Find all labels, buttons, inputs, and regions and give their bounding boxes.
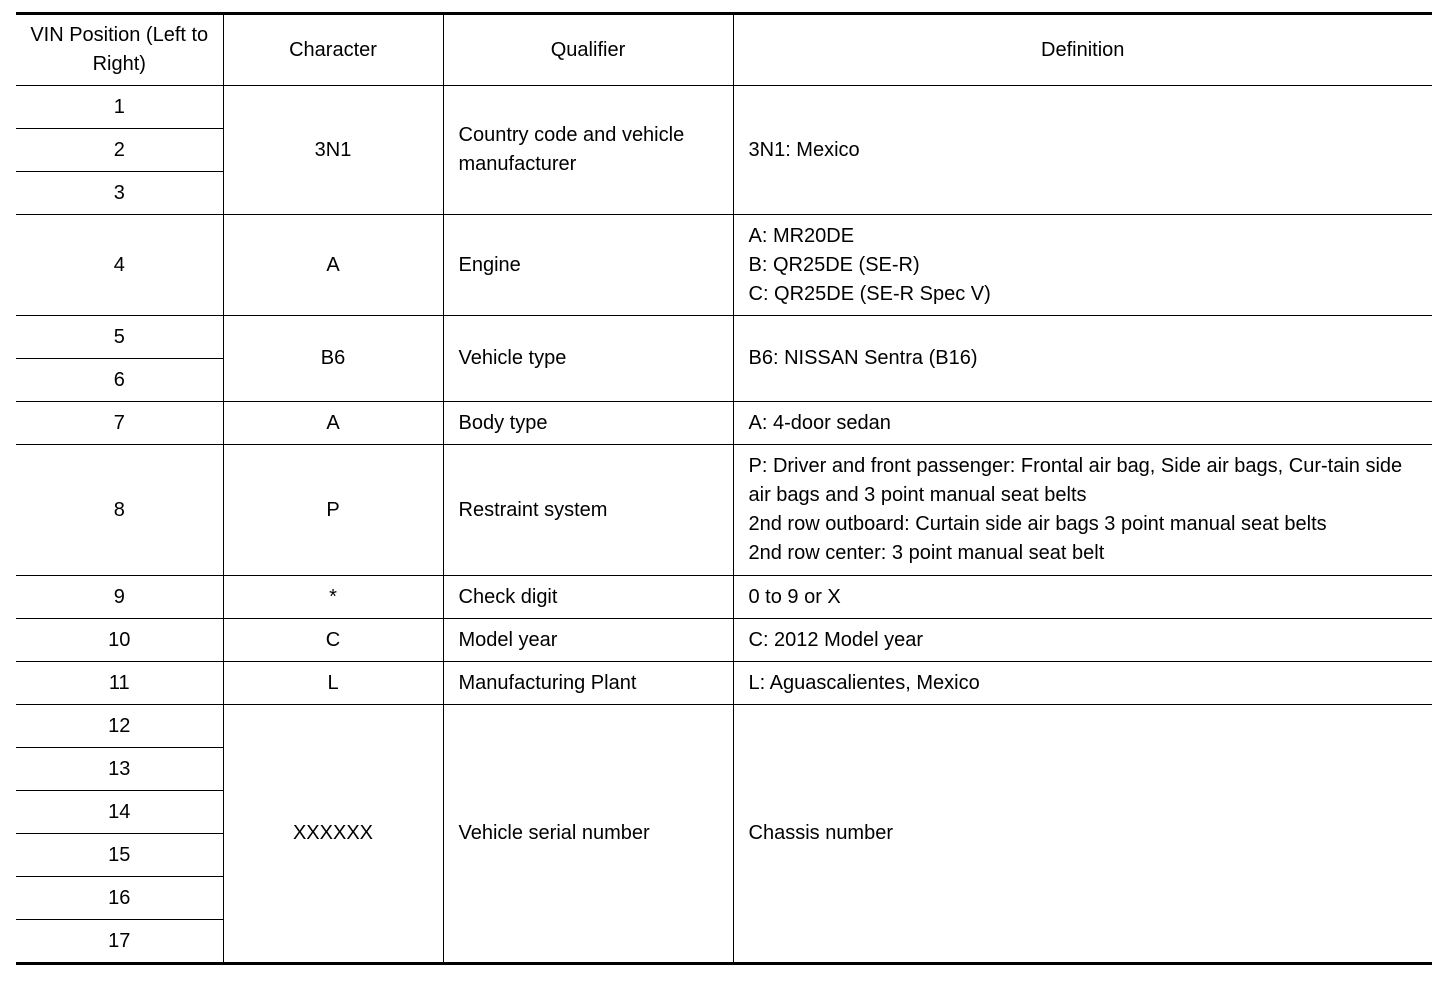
vin-position-cell: 10	[16, 619, 223, 662]
table-row	[16, 662, 1432, 705]
table-row	[16, 619, 1432, 662]
header-qualifier: Qualifier	[443, 14, 733, 86]
vin-position-cell: 17	[16, 920, 223, 964]
definition-line: A: 4-door sedan	[748, 411, 891, 434]
qualifier-cell: Country code and vehicle manufacturer	[443, 86, 733, 215]
vin-position-cell: 16	[16, 877, 223, 920]
table-row	[16, 576, 1432, 619]
qualifier-cell: Manufacturing Plant	[443, 662, 733, 705]
header-position	[16, 14, 223, 86]
vin-position-cell: 11	[16, 662, 223, 705]
character-cell: P	[223, 445, 443, 576]
character-cell: *	[223, 576, 443, 619]
vin-position-cell: 4	[16, 215, 223, 316]
vin-position-cell: 14	[16, 791, 223, 834]
definition-line: C: QR25DE (SE-R Spec V)	[748, 282, 991, 305]
definition-line: 3N1: Mexico	[748, 138, 860, 161]
definition-line: B6: NISSAN Sentra (B16)	[748, 347, 978, 369]
character-cell: 3N1	[223, 86, 443, 215]
vin-position-cell: 12	[16, 705, 223, 748]
definition-line: B: QR25DE (SE-R)	[748, 253, 920, 276]
vin-position-cell: 13	[16, 748, 223, 791]
definition-cell	[733, 619, 1432, 662]
definition-cell	[733, 215, 1432, 316]
definition-line: 0 to 9 or X	[748, 585, 841, 608]
table-row	[16, 445, 1432, 576]
header-definition: Definition	[733, 14, 1432, 86]
vin-table-container	[16, 12, 1432, 965]
header-position-label: VIN Position (Left to Right)	[30, 24, 209, 75]
definition-cell	[733, 662, 1432, 705]
definition-cell	[733, 402, 1432, 445]
definition-line: Chassis number	[748, 822, 894, 844]
qualifier-cell: Model year	[443, 619, 733, 662]
definition-cell	[733, 86, 1432, 215]
definition-line: 2nd row center: 3 point manual seat belt	[748, 542, 1105, 564]
vin-position-cell: 8	[16, 445, 223, 576]
definition-line: L: Aguascalientes, Mexico	[748, 671, 980, 694]
vin-position-cell: 6	[16, 359, 223, 402]
definition-line: P: Driver and front passenger: Frontal air bag, Side air bags, Cur-tain side air bags and 3 point manual seat belts	[748, 455, 1403, 506]
character-cell: C	[223, 619, 443, 662]
qualifier-cell: Vehicle type	[443, 316, 733, 402]
character-cell: XXXXXX	[223, 705, 443, 964]
qualifier-cell: Body type	[443, 402, 733, 445]
vin-table	[16, 12, 1432, 965]
table-row	[16, 402, 1432, 445]
character-cell: L	[223, 662, 443, 705]
definition-line: 2nd row outboard: Curtain side air bags 3 point manual seat belts	[748, 513, 1327, 535]
definition-cell	[733, 445, 1432, 576]
definition-line: A: MR20DE	[748, 224, 855, 247]
table-row	[16, 86, 1432, 129]
vin-position-cell: 5	[16, 316, 223, 359]
vin-position-cell: 7	[16, 402, 223, 445]
vin-position-cell: 15	[16, 834, 223, 877]
definition-cell	[733, 316, 1432, 402]
table-row	[16, 215, 1432, 316]
character-cell: A	[223, 402, 443, 445]
table-row	[16, 705, 1432, 748]
qualifier-cell: Check digit	[443, 576, 733, 619]
qualifier-cell: Vehicle serial number	[443, 705, 733, 964]
vin-position-cell: 9	[16, 576, 223, 619]
table-header-row	[16, 14, 1432, 86]
table-row	[16, 316, 1432, 359]
vin-position-cell: 2	[16, 129, 223, 172]
character-cell: A	[223, 215, 443, 316]
qualifier-cell: Restraint system	[443, 445, 733, 576]
character-cell: B6	[223, 316, 443, 402]
header-character: Character	[223, 14, 443, 86]
definition-cell	[733, 705, 1432, 964]
vin-position-cell: 3	[16, 172, 223, 215]
qualifier-cell: Engine	[443, 215, 733, 316]
vin-position-cell: 1	[16, 86, 223, 129]
table-body	[16, 86, 1432, 964]
definition-cell	[733, 576, 1432, 619]
definition-line: C: 2012 Model year	[748, 628, 924, 651]
